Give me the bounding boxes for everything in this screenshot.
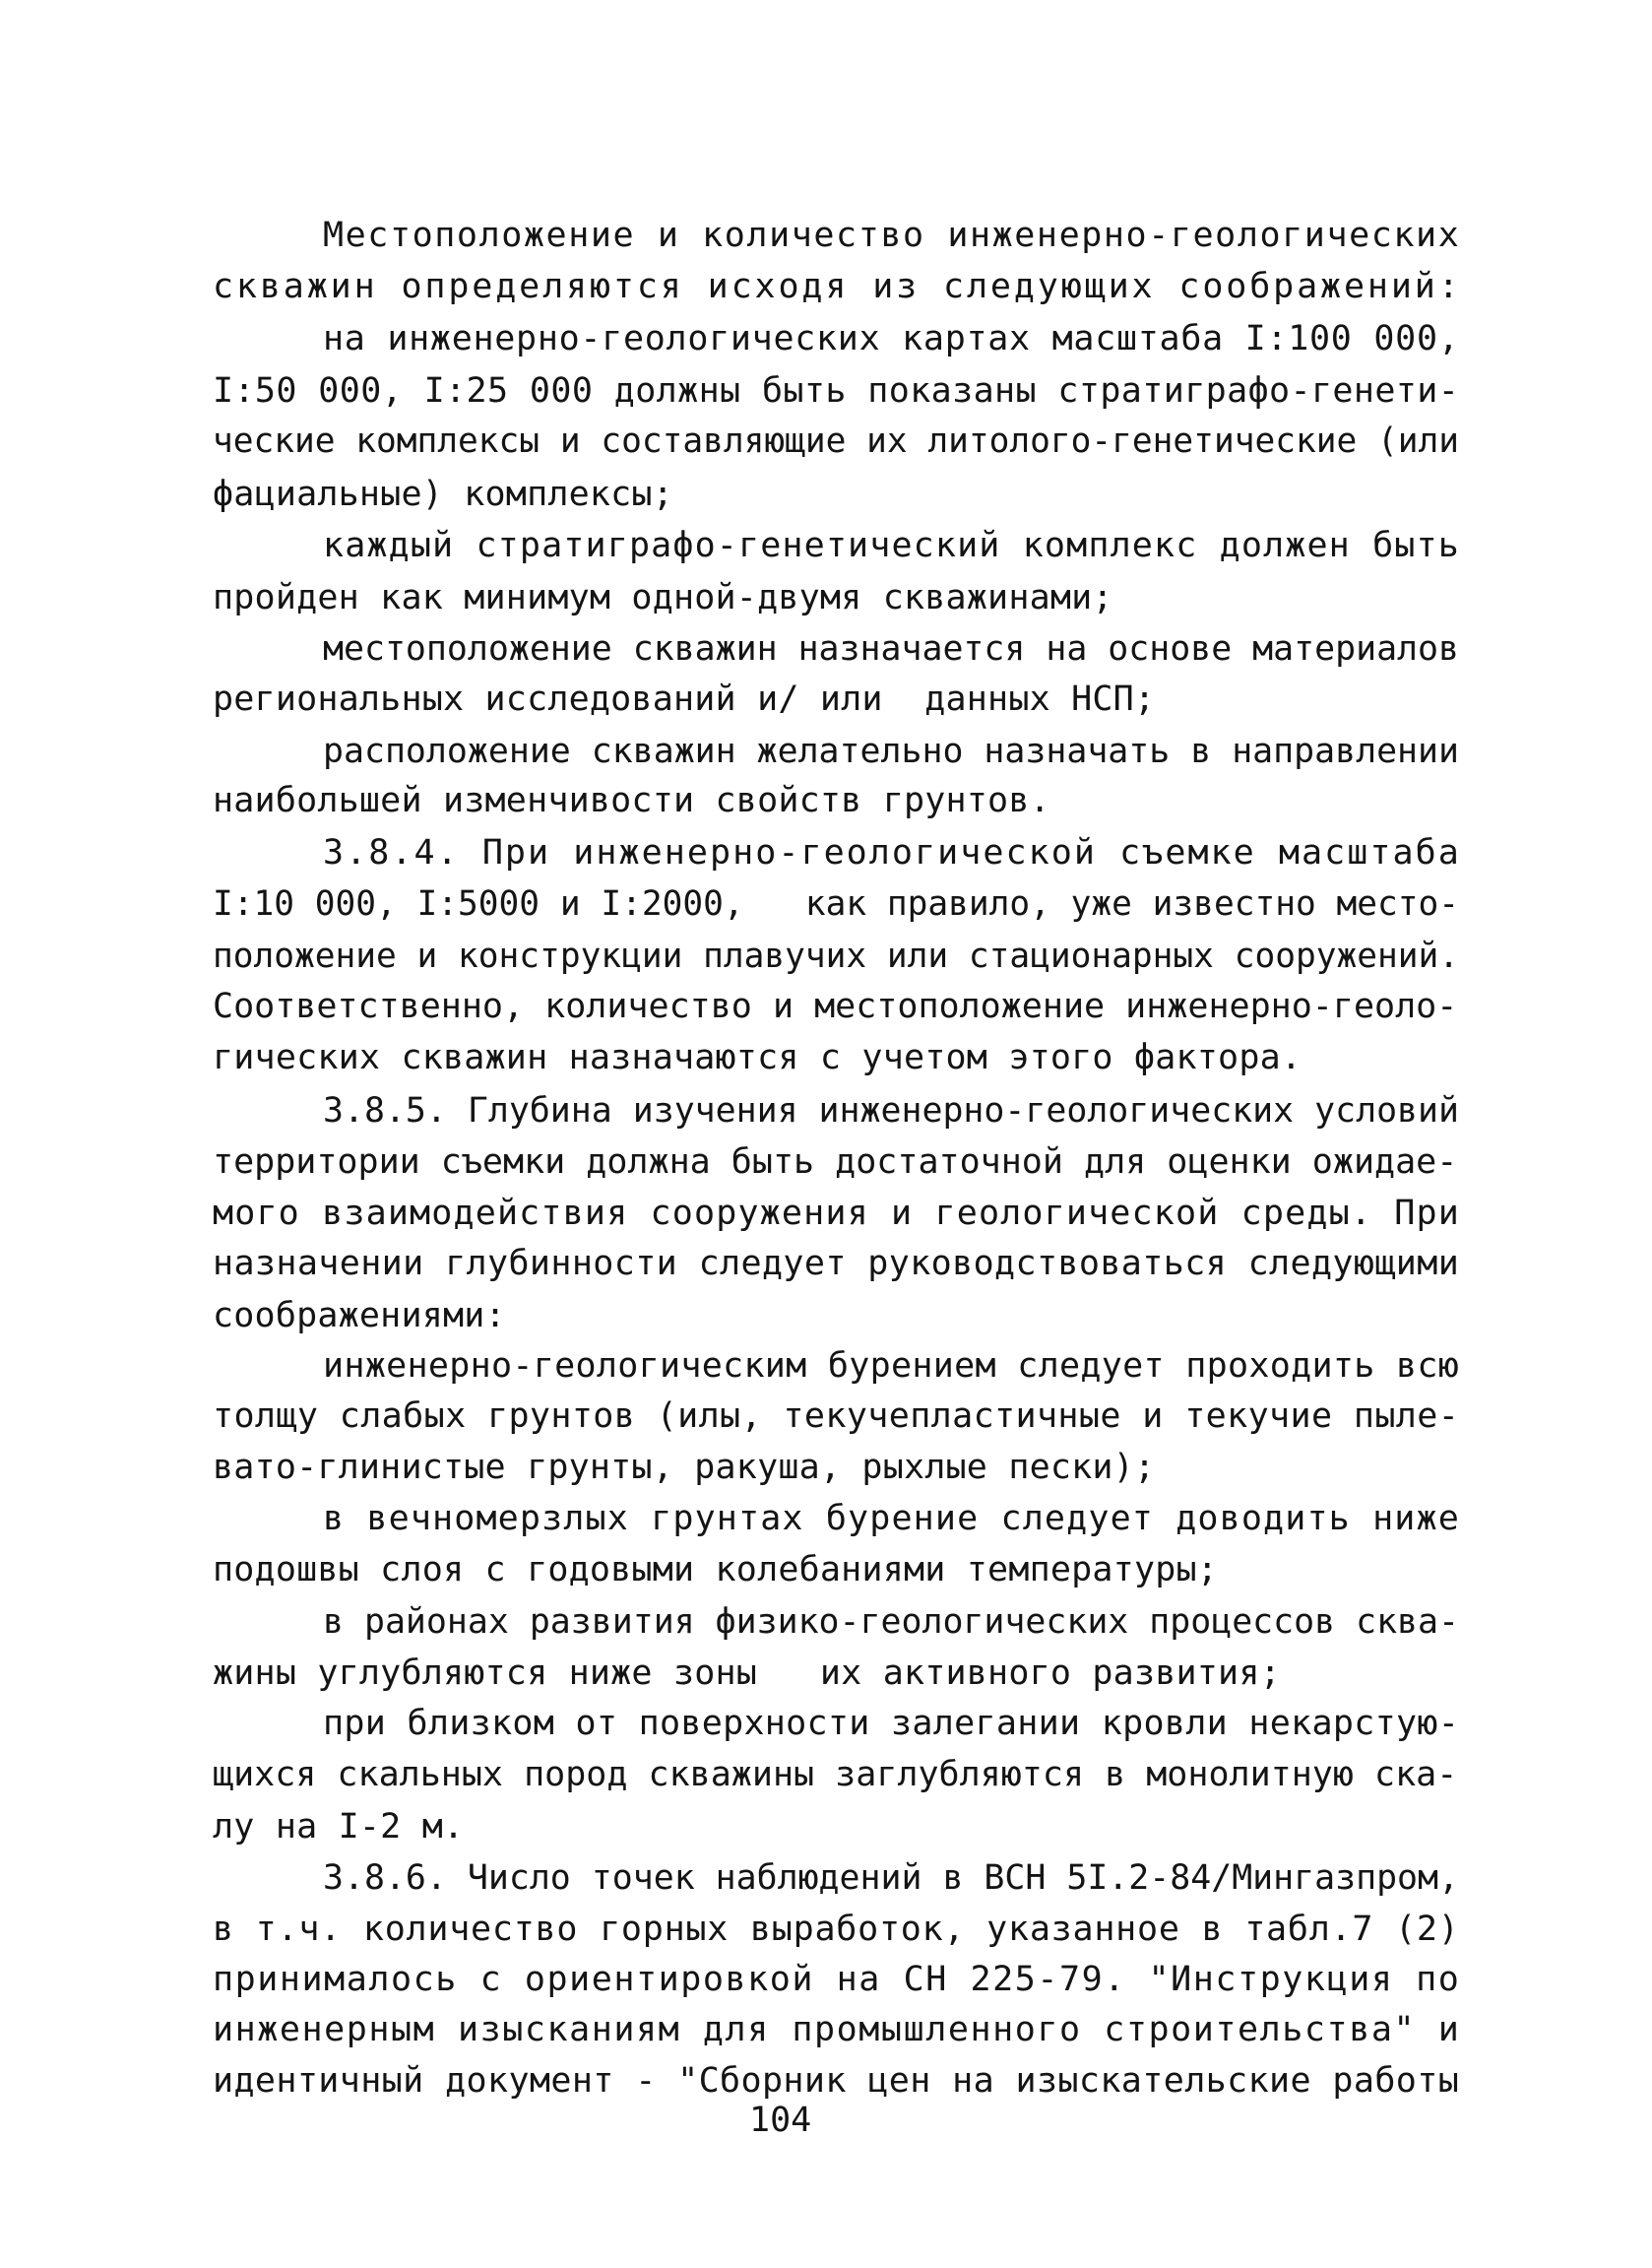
text-line: при близком от поверхности залегании кровли некарстую- [323,1704,1460,1743]
text-line: назначении глубинности следует руководствоваться следующими [213,1244,1460,1283]
page-number: 104 [749,2101,812,2140]
text-line: фациальные) комплексы; [213,475,673,514]
text-line: принималось с ориентировкой на СН 225-79. "Инструкция по [213,1960,1461,1999]
text-line: скважин определяются исходя из следующих соображений: [213,267,1462,306]
text-line: 3.8.4. При инженерно-геологической съемке масштаба [323,833,1461,873]
text-line: идентичный документ - "Сборник цен на изыскательские работы [213,2061,1460,2101]
text-line: вато-глинистые грунты, ракуша, рыхлые пески); [213,1448,1156,1487]
text-line: гических скважин назначаются с учетом этого фактора. [213,1038,1303,1077]
text-line: в т.ч. количество горных выработок, указанное в табл.7 (2) [213,1910,1460,1949]
text-line: расположение скважин желательно назначать в направлении [323,732,1459,771]
text-line: подошвы слоя с годовыми колебаниями температуры; [213,1550,1219,1589]
text-line: I:50 000, I:25 000 должны быть показаны стратиграфо-генети- [213,371,1460,411]
text-line: наибольшей изменчивости свойств грунтов. [213,781,1050,820]
text-line: щихся скальных пород скважины заглубляются в монолитную ска- [213,1755,1458,1794]
text-line: ческие комплексы и составляющие их литолого-генетические (или [213,421,1459,461]
text-line: 3.8.5. Глубина изучения инженерно-геологических условий [323,1091,1459,1131]
text-line: региональных исследований и/ или данных НСП; [213,680,1156,719]
text-line: мого взаимодействия сооружения и геологической среды. При [213,1194,1460,1233]
text-line: толщу слабых грунтов (илы, текучепластичные и текучие пыле- [213,1396,1460,1436]
text-line: I:10 000, I:5000 и I:2000, как правило, уже известно место- [213,884,1459,924]
text-line: Местоположение и количество инженерно-геологических [323,216,1461,255]
text-line: на инженерно-геологических картах масштаба I:100 000, [323,319,1460,358]
text-line: пройден как минимум одной-двумя скважинами; [213,578,1113,617]
text-line: жины углубляются ниже зоны их активного развития; [213,1653,1281,1693]
text-line: в вечномерзлых грунтах бурение следует доводить ниже [323,1499,1460,1538]
text-line: в районах развития физико-геологических процессов сква- [323,1602,1459,1642]
text-line: каждый стратиграфо-генетический комплекс должен быть [323,526,1460,565]
text-line: Соответственно, количество и местоположение инженерно-геоло- [213,987,1458,1026]
text-line: территории съемки должна быть достаточной для оценки ожидае- [213,1142,1458,1182]
text-line: положение и конструкции плавучих или стационарных сооружений. [213,937,1459,976]
text-line: инженерно-геологическим бурением следует проходить всю [323,1346,1460,1386]
text-line: лу на I-2 м. [213,1807,465,1847]
text-line: соображениями: [213,1296,506,1335]
text-line: местоположение скважин назначается на основе материалов [323,629,1459,669]
text-line: 3.8.6. Число точек наблюдений в ВСН 5I.2-84/Мингазпром, [323,1858,1459,1898]
text-line: инженерным изысканиям для промышленного строительства" и [213,2010,1461,2049]
